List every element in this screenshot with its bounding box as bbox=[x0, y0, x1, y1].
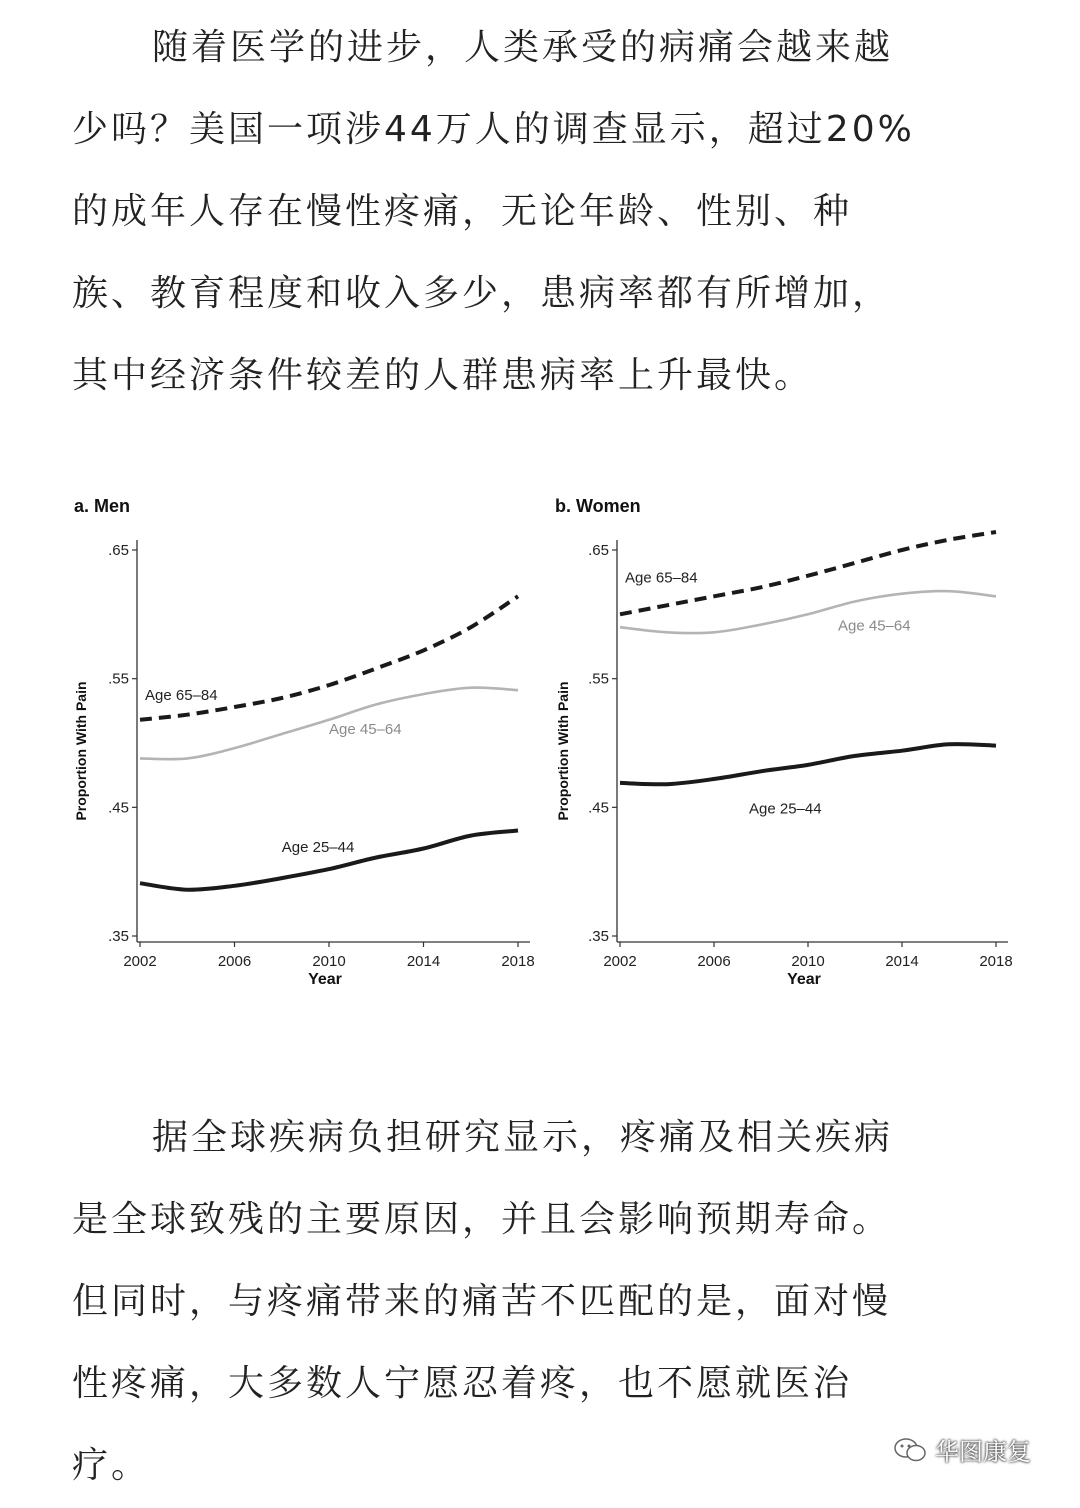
series-label: Age 65–84 bbox=[625, 569, 698, 587]
watermark-text: 华图康复 bbox=[935, 1438, 1031, 1466]
x-tick-label: 2002 bbox=[603, 953, 637, 970]
y-axis-label: Proportion With Pain bbox=[555, 681, 571, 821]
x-tick-label: 2002 bbox=[123, 953, 157, 970]
paragraph-line: 族、教育程度和收入多少，患病率都有所增加， bbox=[72, 273, 892, 314]
y-tick-label: .45 bbox=[108, 799, 129, 817]
x-tick-label: 2006 bbox=[217, 953, 252, 970]
x-tick-label: 2014 bbox=[885, 953, 919, 970]
series-label: Age 45–64 bbox=[329, 720, 402, 738]
paragraph-line: 据全球疾病负担研究显示，疼痛及相关疾病 bbox=[152, 1117, 894, 1158]
wechat-icon bbox=[893, 1436, 927, 1464]
chart-title: a. Men bbox=[74, 496, 131, 516]
series-line bbox=[620, 591, 996, 633]
x-tick-label: 2006 bbox=[697, 953, 731, 970]
y-tick-label: .35 bbox=[588, 928, 609, 945]
series-line bbox=[620, 744, 996, 784]
y-axis-label: Proportion With Pain bbox=[73, 681, 89, 821]
paragraph-line: 是全球致残的主要原因，并且会影响预期寿命。 bbox=[72, 1199, 892, 1240]
x-tick-label: 2018 bbox=[501, 953, 535, 970]
watermark bbox=[893, 1432, 1031, 1467]
series-label: Age 25–44 bbox=[749, 800, 822, 818]
paragraph-line: 少吗？美国一项涉44万人的调查显示，超过20% bbox=[72, 109, 915, 150]
y-tick-label: .55 bbox=[108, 670, 129, 688]
paragraph-line: 随着医学的进步，人类承受的病痛会越来越 bbox=[152, 27, 894, 68]
paragraph-intro bbox=[72, 7, 1012, 417]
chart-title: b. Women bbox=[555, 496, 641, 516]
paragraph-line: 的成年人存在慢性疼痛，无论年龄、性别、种 bbox=[72, 191, 853, 232]
paragraph-line: 性疼痛，大多数人宁愿忍着疼，也不愿就医治 bbox=[72, 1363, 853, 1404]
paragraph-line: 其中经济条件较差的人群患病率上升最快。 bbox=[72, 355, 814, 396]
y-tick-label: .45 bbox=[588, 799, 609, 817]
x-tick-label: 2018 bbox=[979, 953, 1013, 970]
series-label: Age 45–64 bbox=[838, 617, 911, 635]
x-tick-label: 2010 bbox=[312, 953, 346, 970]
y-tick-label: .65 bbox=[588, 542, 609, 559]
paragraph-line: 但同时，与疼痛带来的痛苦不匹配的是，面对慢 bbox=[72, 1281, 892, 1322]
x-tick-label: 2010 bbox=[791, 953, 825, 970]
x-axis-label: Year bbox=[308, 971, 342, 988]
series-label: Age 25–44 bbox=[281, 839, 355, 857]
pain-proportion-chart bbox=[0, 480, 1080, 1020]
y-tick-label: .35 bbox=[108, 928, 129, 945]
paragraph-global-burden bbox=[72, 1097, 1012, 1507]
x-axis-label: Year bbox=[787, 971, 821, 988]
y-tick-label: .55 bbox=[588, 670, 609, 688]
series-label: Age 65–84 bbox=[145, 686, 218, 704]
y-tick-label: .65 bbox=[108, 542, 129, 559]
x-tick-label: 2014 bbox=[406, 953, 441, 970]
paragraph-line: 疗。 bbox=[72, 1445, 151, 1486]
